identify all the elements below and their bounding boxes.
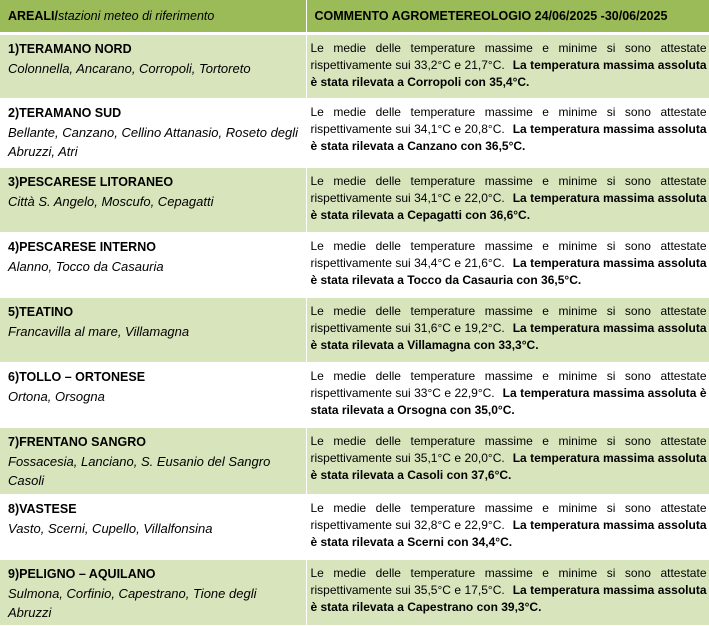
comment-max: La temperatura massima assoluta è stata rilevata a Capestrano con 39,3°C. — [310, 583, 707, 614]
comment-max: La temperatura massima assoluta è stata rilevata a Casoli con 37,6°C. — [310, 451, 707, 482]
table-row — [0, 363, 709, 428]
area-stations: Città S. Angelo, Moscufo, Cepagatti — [8, 194, 214, 209]
area-stations: Vasto, Scerni, Cupello, Villalfonsina — [8, 521, 213, 536]
header-areas-bold: AREALI/ — [8, 9, 58, 23]
area-cell — [0, 298, 306, 363]
comment-text: Le medie delle temperature massime e minime si sono attestate rispettivamente sui 33,2°C e 21,7°C. — [310, 41, 707, 72]
table-row — [0, 560, 709, 626]
table-row — [0, 298, 709, 363]
comment-max: La temperatura massima assoluta è stata rilevata a Villamagna con 33,3°C. — [310, 321, 707, 352]
comment-text: Le medie delle temperature massime e minime si sono attestate rispettivamente sui 34,1°C e 22,0°C. — [310, 174, 707, 205]
area-name: 8)VASTESE — [8, 502, 77, 516]
comment-cell — [306, 363, 709, 428]
comment-cell — [306, 34, 709, 99]
comment-text: Le medie delle temperature massime e minime si sono attestate rispettivamente sui 32,8°C e 22,9°C. — [310, 501, 707, 532]
comment-max: La temperatura massima assoluta è stata rilevata a Tocco da Casauria con 36,5°C. — [310, 256, 707, 287]
comment-cell — [306, 99, 709, 168]
table-row — [0, 233, 709, 298]
comment-max: La temperatura massima assoluta è stata rilevata a Cepagatti con 36,6°C. — [310, 191, 707, 222]
area-stations: Bellante, Canzano, Cellino Attanasio, Roseto degli Abruzzi, Atri — [8, 125, 299, 159]
area-name: 7)FRENTANO SANGRO — [8, 435, 146, 449]
comment-text: Le medie delle temperature massime e minime si sono attestate rispettivamente sui 33°C e 22,9°C. — [310, 369, 707, 400]
area-name: 4)PESCARESE INTERNO — [8, 240, 156, 254]
area-name: 3)PESCARESE LITORANEO — [8, 175, 174, 189]
table-row — [0, 99, 709, 168]
area-stations: Fossacesia, Lanciano, S. Eusanio del Sangro Casoli — [8, 454, 271, 488]
header-areas — [0, 0, 306, 34]
comment-text: Le medie delle temperature massime e minime si sono attestate rispettivamente sui 34,1°C e 20,8°C. — [310, 105, 707, 136]
comment-cell — [306, 233, 709, 298]
table-row — [0, 428, 709, 495]
comment-text: Le medie delle temperature massime e minime si sono attestate rispettivamente sui 35,1°C e 20,0°C. — [310, 434, 707, 465]
area-stations: Alanno, Tocco da Casauria — [8, 259, 164, 274]
comment-cell — [306, 298, 709, 363]
comment-text: Le medie delle temperature massime e minime si sono attestate rispettivamente sui 35,5°C e 17,5°C. — [310, 566, 707, 597]
comment-text: Le medie delle temperature massime e minime si sono attestate rispettivamente sui 31,6°C e 19,2°C. — [310, 304, 707, 335]
area-stations: Ortona, Orsogna — [8, 389, 105, 404]
area-cell — [0, 428, 306, 495]
comment-cell — [306, 428, 709, 495]
comment-cell — [306, 560, 709, 626]
area-stations: Francavilla al mare, Villamagna — [8, 324, 190, 339]
table-row — [0, 168, 709, 233]
area-cell — [0, 233, 306, 298]
area-cell — [0, 99, 306, 168]
area-name: 2)TERAMANO SUD — [8, 106, 122, 120]
comment-max: La temperatura massima assoluta è stata rilevata a Orsogna con 35,0°C. — [310, 386, 707, 417]
table-row — [0, 34, 709, 99]
header-comment: COMMENTO AGROMETEREOLOGIO 24/06/2025 -30/06/2025 — [306, 0, 709, 34]
table-row — [0, 495, 709, 560]
comment-max: La temperatura massima assoluta è stata rilevata a Scerni con 34,4°C. — [310, 518, 707, 549]
area-cell — [0, 560, 306, 626]
area-cell — [0, 168, 306, 233]
area-name: 1)TERAMANO NORD — [8, 42, 132, 56]
area-stations: Colonnella, Ancarano, Corropoli, Tortoreto — [8, 61, 251, 76]
area-cell — [0, 363, 306, 428]
area-name: 5)TEATINO — [8, 305, 74, 319]
comment-max: La temperatura massima assoluta è stata rilevata a Corropoli con 35,4°C. — [310, 58, 707, 89]
area-name: 6)TOLLO – ORTONESE — [8, 370, 146, 384]
comment-max: La temperatura massima assoluta è stata rilevata a Canzano con 36,5°C. — [310, 122, 707, 153]
area-stations: Sulmona, Corfinio, Capestrano, Tione degli Abruzzi — [8, 586, 257, 620]
area-cell — [0, 495, 306, 560]
area-cell — [0, 34, 306, 99]
comment-text: Le medie delle temperature massime e minime si sono attestate rispettivamente sui 34,4°C e 21,6°C. — [310, 239, 707, 270]
header-areas-italic: stazioni meteo di riferimento — [58, 9, 215, 23]
comment-cell — [306, 168, 709, 233]
table-header-row — [0, 0, 709, 34]
area-name: 9)PELIGNO – AQUILANO — [8, 567, 156, 581]
comment-cell — [306, 495, 709, 560]
